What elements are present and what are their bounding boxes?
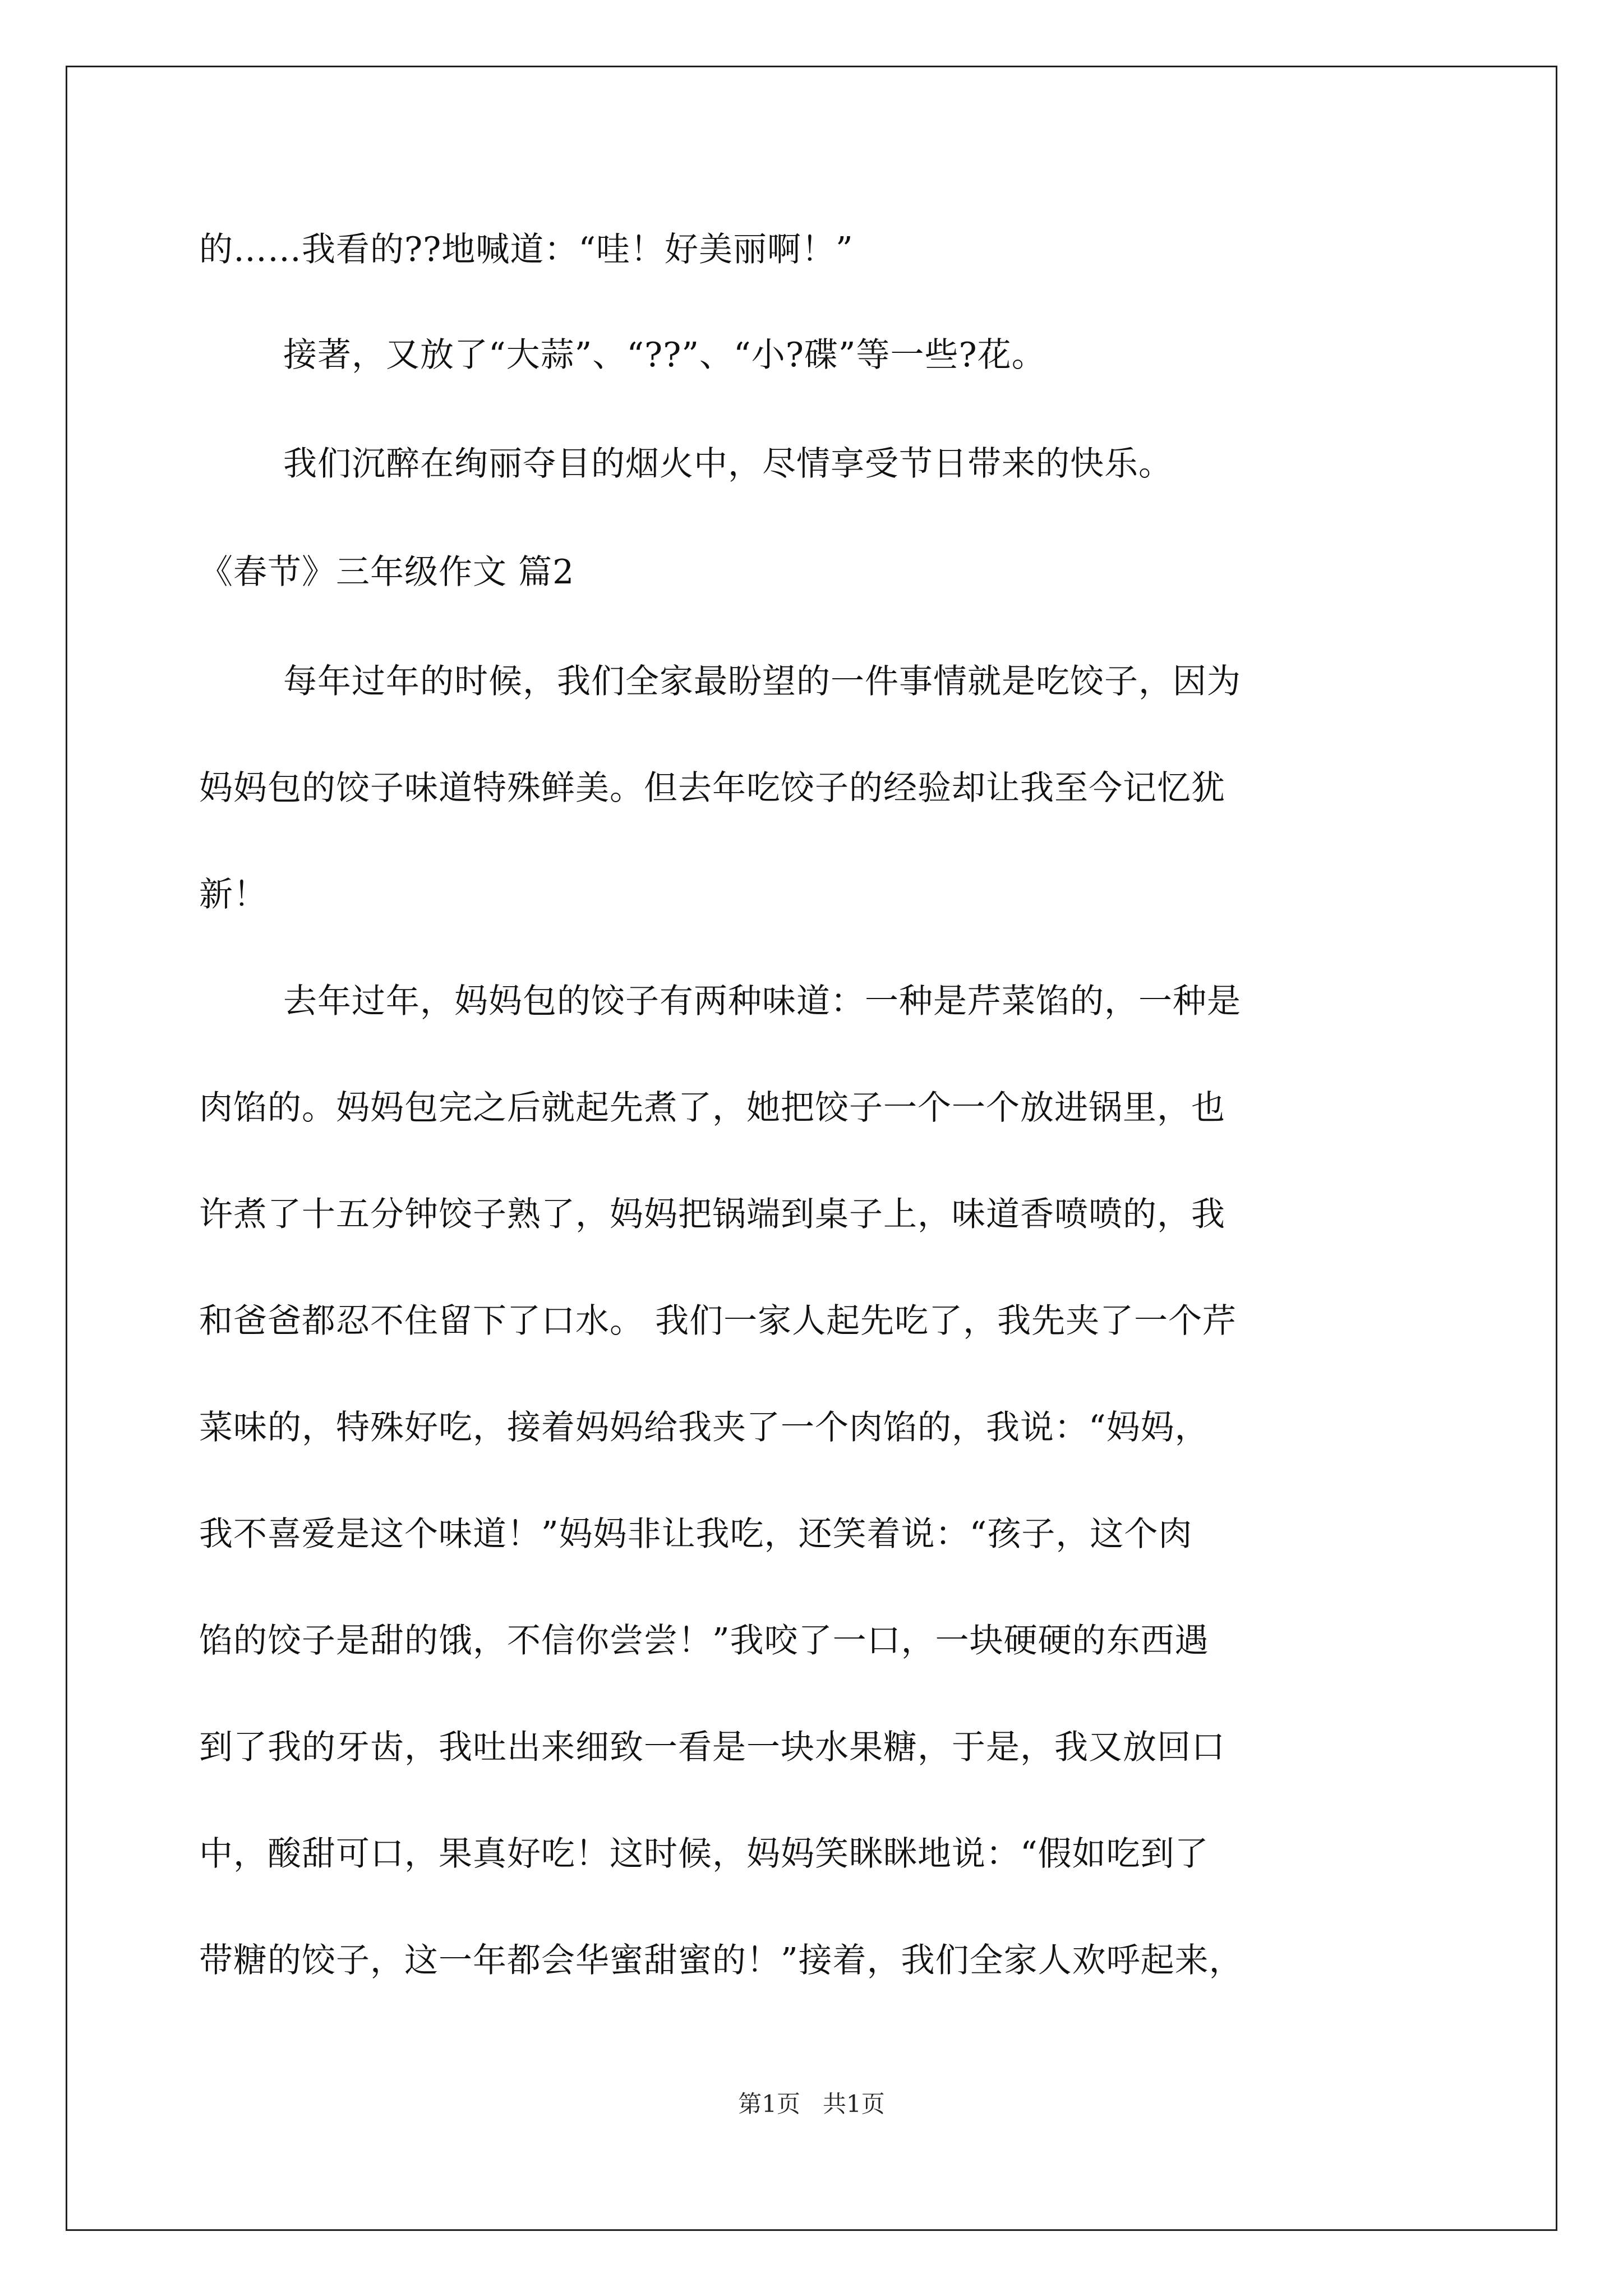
text-line: 和爸爸都忍不住留下了口水。 我们一家人起先吃了，我先夹了一个芹 <box>199 1301 1237 1341</box>
paragraph-line: 去年过年，妈妈包的饺子有两种味道：一种是芹菜馅的，一种是 <box>283 982 1241 1021</box>
text-line: 妈妈包的饺子味道特殊鲜美。但去年吃饺子的经验却让我至今记忆犹 <box>199 769 1225 808</box>
text-line: 到了我的牙齿，我吐出来细致一看是一块水果糖，于是，我又放回口 <box>199 1728 1225 1767</box>
text-line: 我不喜爱是这个味道！”妈妈非让我吃，还笑着说：“孩子，这个肉 <box>199 1515 1193 1554</box>
paragraph-line: 我们沉醉在绚丽夺目的烟火中，尽情享受节日带来的快乐。 <box>283 444 1173 484</box>
section-heading: 《春节》三年级作文 篇2 <box>199 553 575 592</box>
text-line: 菜味的，特殊好吃，接着妈妈给我夹了一个肉馅的，我说：“妈妈， <box>199 1408 1209 1447</box>
paragraph-line: 接著，又放了“大蒜”、“??”、“小?碟”等一些?花。 <box>283 335 1046 375</box>
text-line: 带糖的饺子，这一年都会华蜜甜蜜的！”接着，我们全家人欢呼起来， <box>199 1941 1243 1980</box>
page-footer: 第1页 共1页 <box>738 2090 885 2118</box>
text-line: 新！ <box>199 875 268 914</box>
paragraph-line: 每年过年的时候，我们全家最盼望的一件事情就是吃饺子，因为 <box>283 662 1241 701</box>
text-line: 馅的饺子是甜的饿，不信你尝尝！”我咬了一口，一块硬硬的东西遇 <box>199 1621 1209 1660</box>
text-line: 中，酸甜可口，果真好吃！这时候，妈妈笑眯眯地说：“假如吃到了 <box>199 1834 1209 1874</box>
text-line: 的……我看的??地喊道：“哇！好美丽啊！” <box>199 230 854 269</box>
page-border <box>66 66 1557 2231</box>
text-line: 肉馅的。妈妈包完之后就起先煮了，她把饺子一个一个放进锅里，也 <box>199 1088 1225 1128</box>
text-line: 许煮了十五分钟饺子熟了，妈妈把锅端到桌子上，味道香喷喷的，我 <box>199 1195 1225 1234</box>
